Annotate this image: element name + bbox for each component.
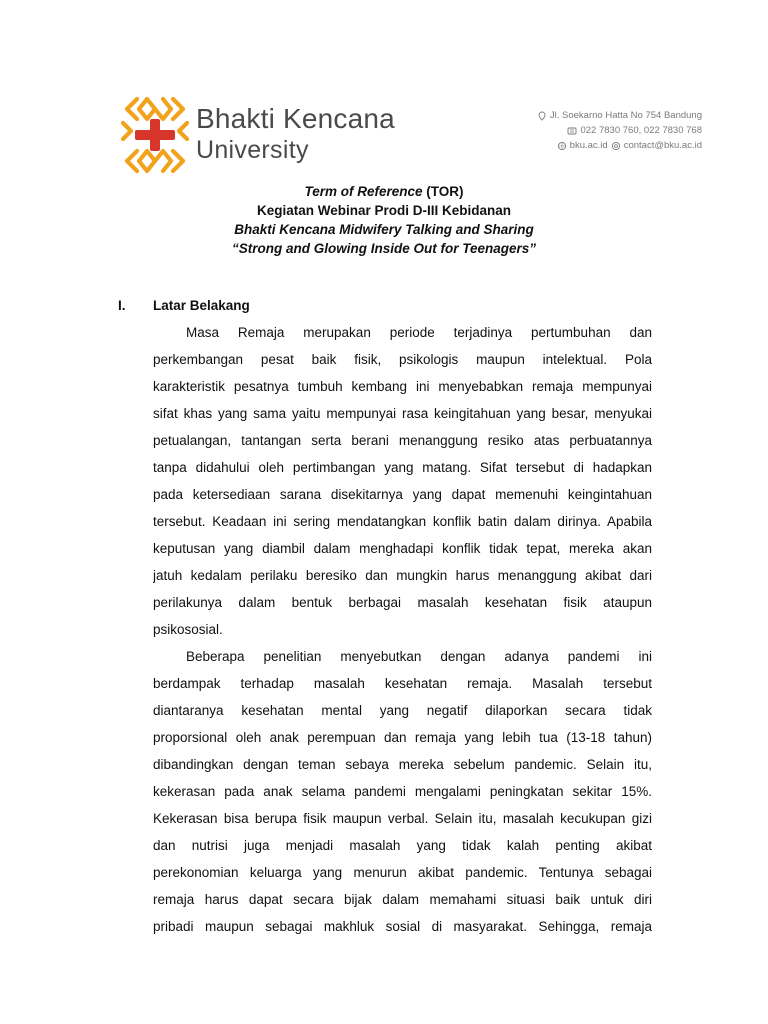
- address-row: [502, 108, 702, 123]
- title-tor: (TOR): [422, 184, 464, 199]
- paragraph-2-line: remaja harus dapat secara bijak dalam memahami situasi baik untuk diri: [153, 892, 652, 907]
- university-logo: [119, 95, 191, 175]
- paragraph-1-line: psikososial.: [153, 622, 223, 637]
- web-row: [502, 138, 702, 153]
- address-text: Jl. Soekarno Hatta No 754 Bandung: [549, 110, 702, 121]
- paragraph-1-line: keputusan yang diambil dalam menghadapi konflik tidak tepat, mereka akan: [153, 541, 652, 556]
- phone-row: [502, 123, 702, 138]
- paragraph-1-line: jatuh kedalam perilaku beresiko dan mungkin harus menanggung akibat dari: [153, 568, 652, 583]
- document-title: [0, 182, 768, 258]
- body-text: [153, 319, 652, 940]
- paragraph-2-line: Beberapa penelitian menyebutkan dengan adanya pandemi ini: [186, 649, 652, 664]
- paragraph-1-line: petualangan, tantangan serta berani menanggung resiko atas perbuatannya: [153, 433, 652, 448]
- paragraph-2-line: Kekerasan bisa berupa fisik maupun verbal. Selain itu, masalah kecukupan gizi: [153, 811, 652, 826]
- paragraph-1-line: tersebut. Keadaan ini sering mendatangkan konflik batin dalam dirinya. Apabila: [153, 514, 652, 529]
- paragraph-2-line: pribadi maupun sebagai makhluk sosial di masyarakat. Sehingga, remaja: [153, 919, 652, 934]
- paragraph-2-line: diantaranya kesehatan mental yang negatif dilaporkan secara tidak: [153, 703, 652, 718]
- paragraph-1-line: pada ketersediaan sarana disekitarnya yang dapat memenuhi keingintahuan: [153, 487, 652, 502]
- title-line-1: [0, 182, 768, 201]
- brand-line-1: Bhakti Kencana: [196, 103, 395, 134]
- brand-line-2: University: [196, 136, 309, 164]
- paragraph-1-line: Masa Remaja merupakan periode terjadinya pertumbuhan dan: [186, 325, 652, 340]
- paragraph-1-line: perkembangan pesat baik fisik, psikologis maupun intelektual. Pola: [153, 352, 652, 367]
- contact-info: [502, 108, 702, 153]
- paragraph-2-line: dibandingkan dengan teman sebaya mereka sebelum pandemic. Selain itu,: [153, 757, 652, 772]
- paragraph-2-line: perekonomian keluarga yang menurun akibat pandemic. Tentunya sebagai: [153, 865, 652, 880]
- title-line-4: “Strong and Glowing Inside Out for Teenagers”: [231, 241, 537, 256]
- phone-text: 022 7830 760, 022 7830 768: [580, 125, 702, 136]
- paragraph-2-line: proporsional oleh anak perempuan dan remaja yang lebih tua (13-18 tahun): [153, 730, 652, 745]
- brand-name: [196, 105, 395, 163]
- paragraph-1-line: karakteristik pesatnya tumbuh kembang ini menyebabkan remaja mempunyai: [153, 379, 652, 394]
- paragraph-1-line: tanpa didahului oleh pertimbangan yang matang. Sifat tersebut di hadapkan: [153, 460, 652, 475]
- globe-icon: [557, 141, 567, 151]
- paragraph-2-line: berdampak terhadap masalah kesehatan remaja. Masalah tersebut: [153, 676, 652, 691]
- paragraph-1-line: sifat khas yang sama yaitu mempunyai rasa keingitahuan yang besar, menyukai: [153, 406, 652, 421]
- section-number: I.: [118, 298, 126, 313]
- phone-icon: [567, 126, 577, 136]
- paragraph-2-line: dan nutrisi juga menjadi masalah yang tidak kalah penting akibat: [153, 838, 652, 853]
- section-heading: Latar Belakang: [153, 298, 250, 313]
- title-line-2: Kegiatan Webinar Prodi D-III Kebidanan: [256, 203, 512, 218]
- location-pin-icon: [537, 111, 547, 121]
- paragraph-1-line: perilakunya dalam bentuk berbagai masalah kesehatan fisik ataupun: [153, 595, 652, 610]
- title-term-of-reference: Term of Reference: [304, 184, 423, 199]
- title-line-3: Bhakti Kencana Midwifery Talking and Sharing: [234, 222, 534, 237]
- email-link[interactable]: contact@bku.ac.id: [623, 140, 702, 151]
- website-link[interactable]: bku.ac.id: [569, 140, 608, 151]
- email-at-icon: [611, 141, 621, 151]
- paragraph-2-line: kekerasan pada anak selama pandemi mengalami peningkatan sekitar 15%.: [153, 784, 652, 799]
